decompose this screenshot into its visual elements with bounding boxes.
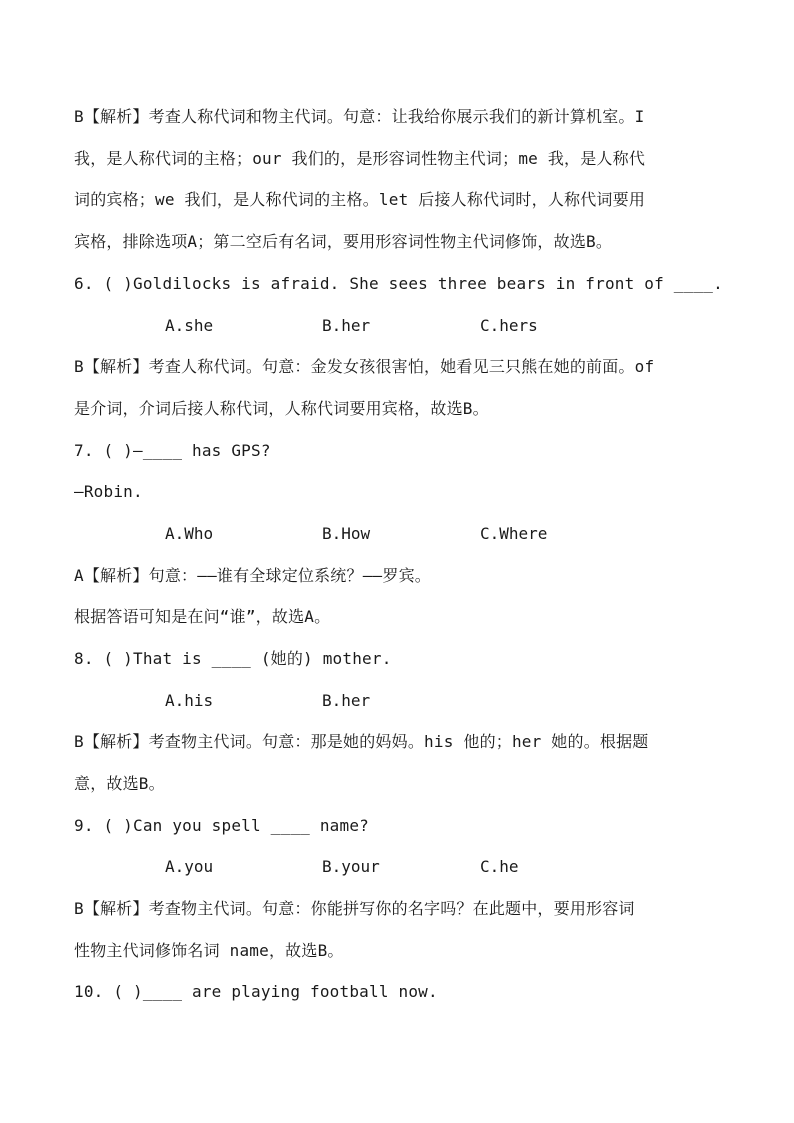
question-9-option-b: B.your (322, 857, 380, 876)
question-7-option-c: C.Where (480, 524, 548, 543)
question-8-stem: 8. ( )That is ____ (她的) mother. (74, 649, 392, 668)
explanation-q8-line1: B【解析】考查物主代词。句意：那是她的妈妈。his 他的；her 她的。根据题 (74, 732, 649, 751)
question-8-option-b: B.her (322, 691, 371, 710)
explanation-q5-line1: B【解析】考查人称代词和物主代词。句意：让我给你展示我们的新计算机室。I (74, 107, 645, 126)
question-7-stem: 7. ( )—____ has GPS? (74, 441, 271, 460)
explanation-q8-line2: 意，故选B。 (74, 774, 165, 793)
question-7-option-b: B.How (322, 524, 371, 543)
explanation-q6-line2: 是介词，介词后接人称代词，人称代词要用宾格，故选B。 (74, 399, 489, 418)
question-6-option-b: B.her (322, 316, 371, 335)
explanation-q9-line1: B【解析】考查物主代词。句意：你能拼写你的名字吗？在此题中，要用形容词 (74, 899, 635, 918)
question-8-option-a: A.his (165, 691, 214, 710)
question-6-stem: 6. ( )Goldilocks is afraid. She sees three bears in front of ____. (74, 274, 723, 293)
explanation-q5-line2: 我，是人称代词的主格；our 我们的，是形容词性物主代词；me 我，是人称代 (74, 149, 646, 168)
explanation-q6-line1: B【解析】考查人称代词。句意：金发女孩很害怕，她看见三只熊在她的前面。of (74, 357, 655, 376)
question-9-stem: 9. ( )Can you spell ____ name? (74, 816, 369, 835)
question-9-option-a: A.you (165, 857, 214, 876)
explanation-q5-line3: 词的宾格；we 我们，是人称代词的主格。let 后接人称代词时，人称代词要用 (74, 190, 646, 209)
explanation-q7-line2: 根据答语可知是在问“谁”，故选A。 (74, 607, 331, 626)
question-7-option-a: A.Who (165, 524, 214, 543)
question-10-stem: 10. ( )____ are playing football now. (74, 982, 438, 1001)
explanation-q9-line2: 性物主代词修饰名词 name，故选B。 (74, 941, 344, 960)
question-7-reply: —Robin. (74, 482, 143, 501)
explanation-q7-line1: A【解析】句意：——谁有全球定位系统？——罗宾。 (74, 566, 431, 585)
question-9-option-c: C.he (480, 857, 519, 876)
explanation-q5-line4: 宾格，排除选项A；第二空后有名词，要用形容词性物主代词修饰，故选B。 (74, 232, 613, 251)
question-6-option-a: A.she (165, 316, 214, 335)
question-6-option-c: C.hers (480, 316, 538, 335)
